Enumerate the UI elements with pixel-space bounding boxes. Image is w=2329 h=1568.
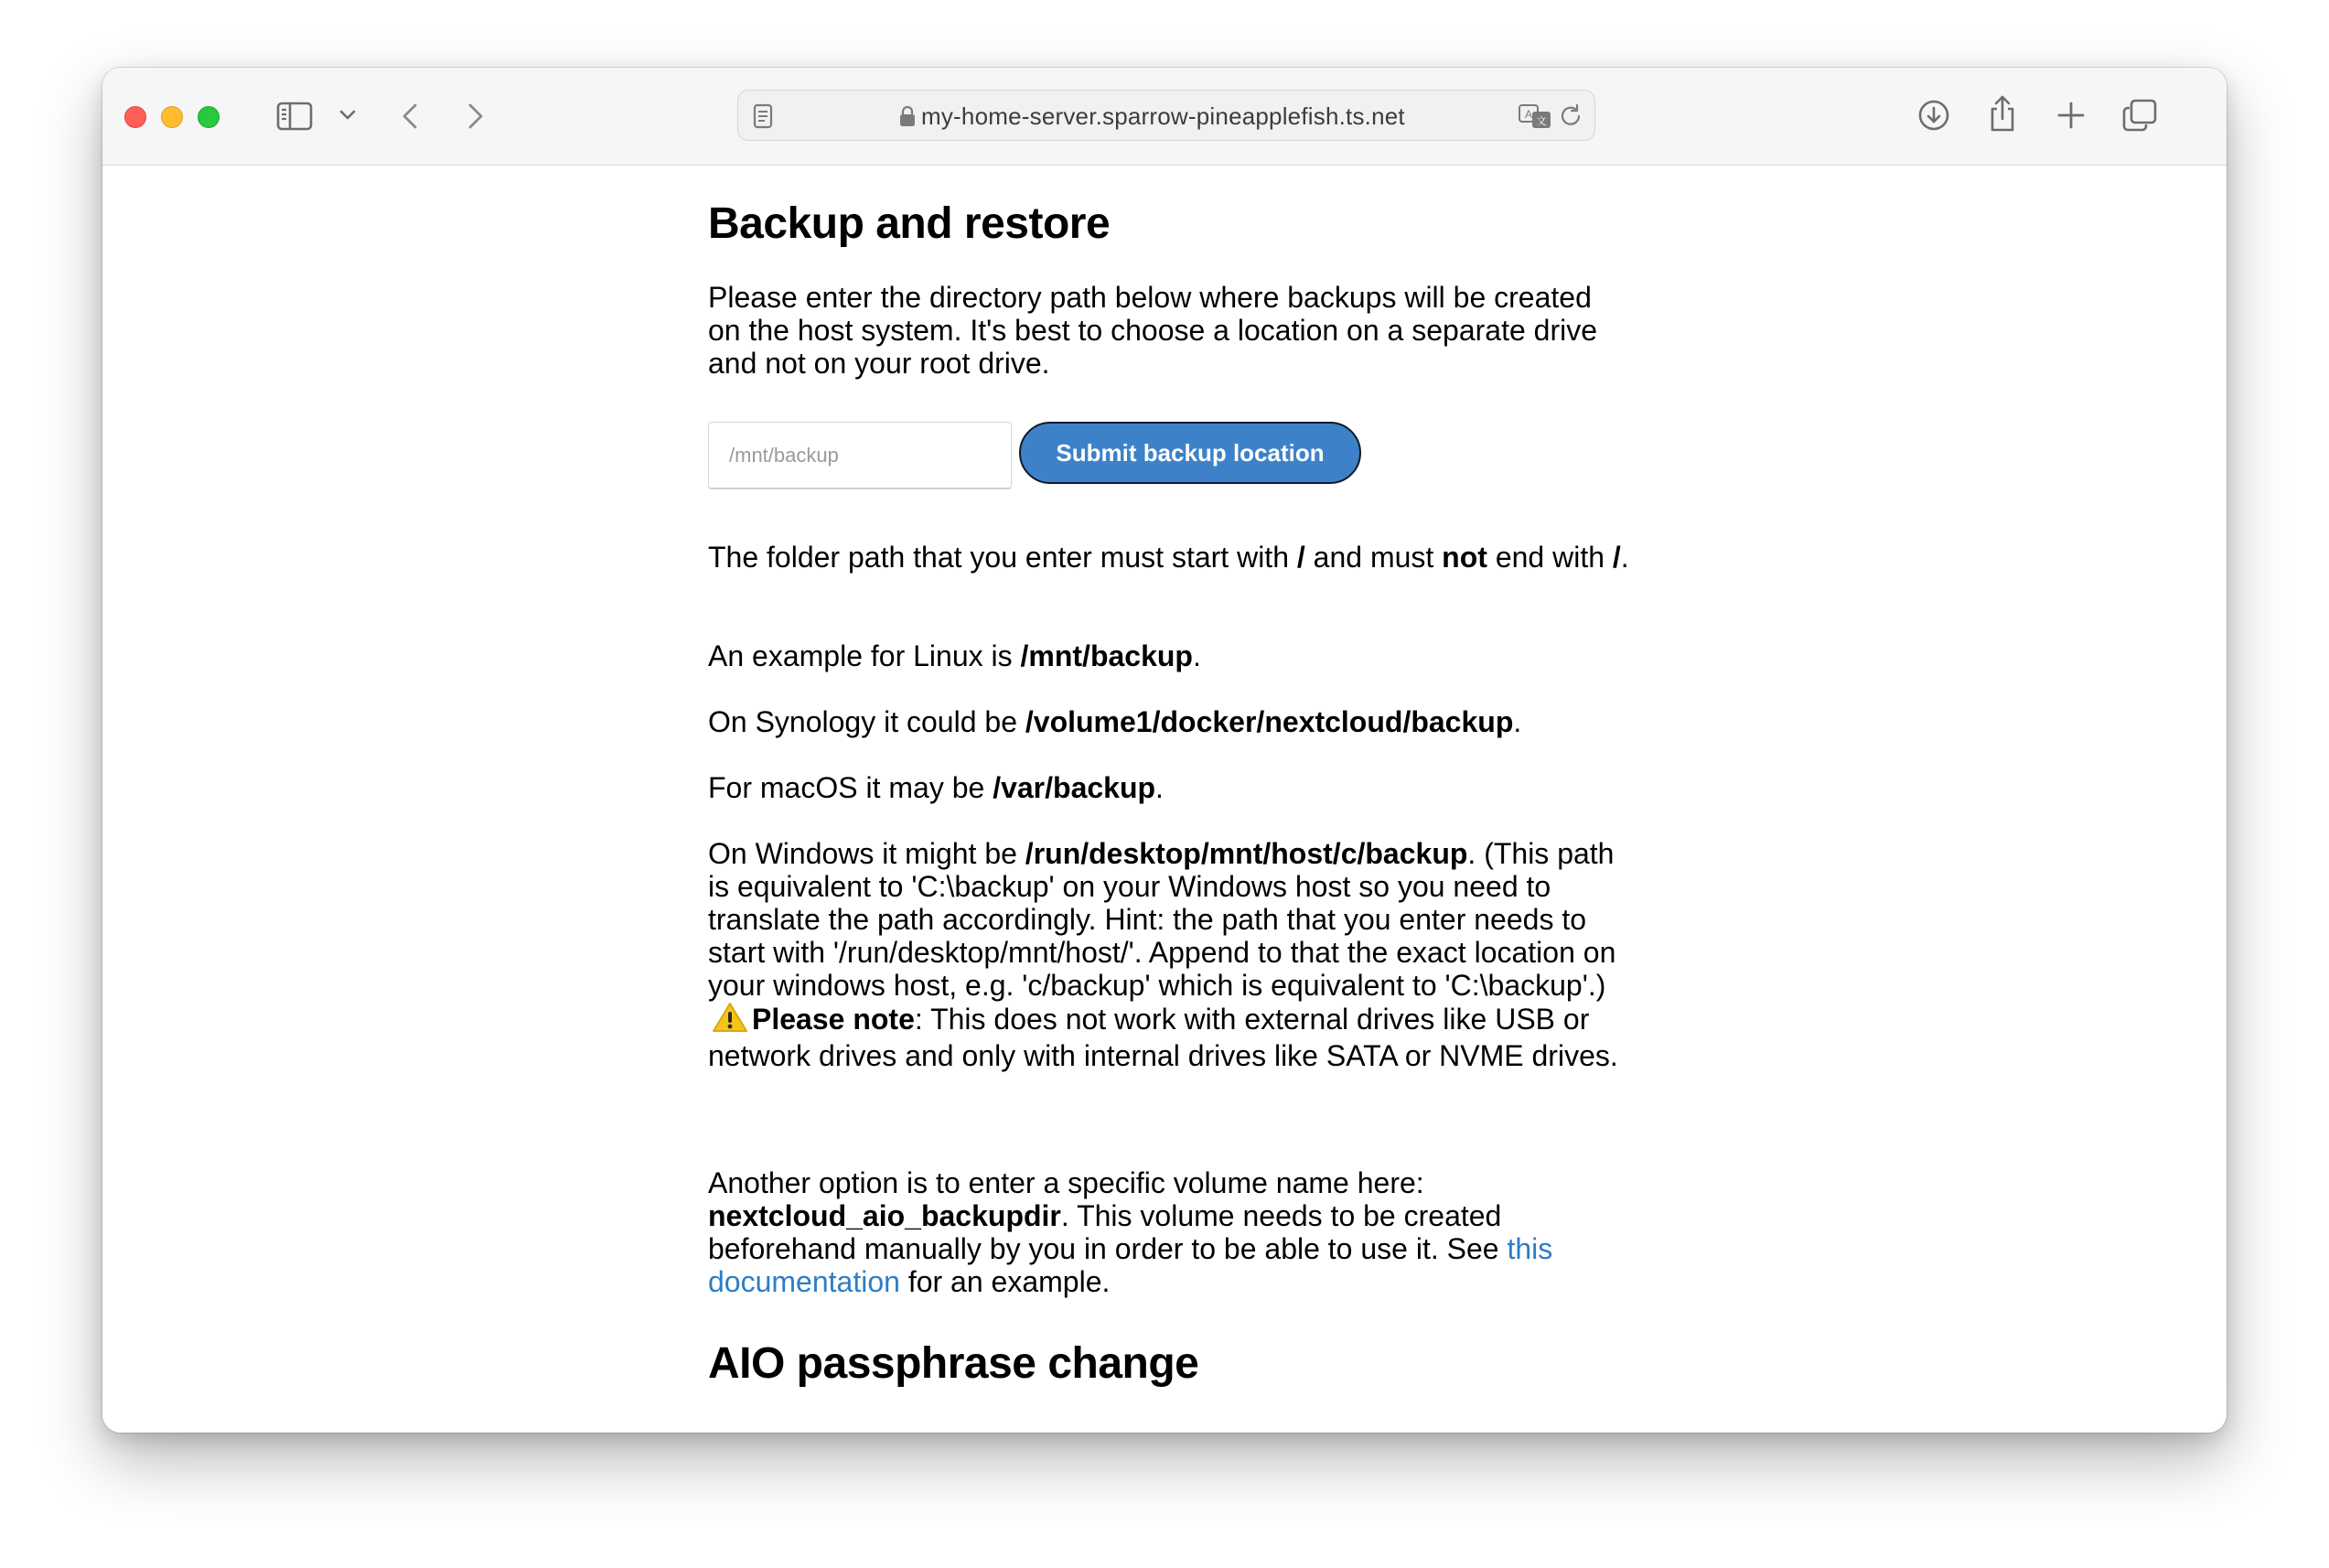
- volume-option-text: Another option is to enter a specific volume name here: nextcloud_aio_backupdir. This volume needs to be created beforehand manually by you in order to be able to use it. See this documentation for an example.: [708, 1166, 1553, 1298]
- address-bar[interactable]: [737, 90, 1595, 141]
- sidebar-icon[interactable]: [276, 101, 313, 132]
- passphrase-heading: AIO passphrase change: [708, 1339, 1199, 1388]
- share-icon[interactable]: [1987, 93, 2018, 134]
- windows-example: On Windows it might be /run/desktop/mnt/host/c/backup. (This path is equivalent to 'C:\backup' on your Windows host so you need to translate the path accordingly. Hint: the path that you enter needs to start with '/run/desktop/mnt/host/'. Append to that the exact location on your windows host, e.g. 'c/backup' which is equivalent to 'C:\backup'.)Please note: This does not work with external drives like USB or network drives and only with internal drives like SATA or NVME drives.: [708, 837, 1618, 1072]
- reader-icon[interactable]: [753, 103, 773, 129]
- tab-overview-icon[interactable]: [2122, 99, 2157, 132]
- macos-example: For macOS it may be /var/backup.: [708, 771, 1164, 804]
- back-icon[interactable]: [399, 101, 421, 132]
- svg-text:文: 文: [1536, 116, 1547, 127]
- lock-icon: [899, 105, 916, 127]
- browser-toolbar: [102, 68, 2227, 166]
- translate-icon[interactable]: [1518, 103, 1552, 129]
- chevron-down-icon[interactable]: [338, 108, 357, 123]
- backup-path-input[interactable]: [708, 422, 1012, 489]
- synology-example: On Synology it could be /volume1/docker/nextcloud/backup.: [708, 705, 1522, 738]
- browser-window: [102, 68, 2227, 1433]
- submit-backup-location-button[interactable]: Submit backup location: [1019, 422, 1361, 484]
- close-window-button[interactable]: [124, 106, 146, 128]
- download-icon[interactable]: [1917, 99, 1950, 132]
- minimize-window-button[interactable]: [161, 106, 183, 128]
- reload-icon[interactable]: [1560, 103, 1583, 129]
- zoom-window-button[interactable]: [198, 106, 220, 128]
- backup-heading: Backup and restore: [708, 199, 1111, 248]
- linux-example: An example for Linux is /mnt/backup.: [708, 639, 1201, 672]
- new-tab-icon[interactable]: [2056, 101, 2086, 130]
- path-rule-text: The folder path that you enter must start with / and must not end with /.: [708, 541, 1629, 574]
- url-text: my-home-server.sparrow-pineapplefish.ts.net: [921, 102, 1405, 130]
- svg-text:A: A: [1524, 108, 1533, 121]
- intro-text: Please enter the directory path below where backups will be created on the host system. It's best to choose a location on a separate drive and not on your root drive.: [708, 281, 1597, 380]
- page-content: [102, 166, 2227, 1433]
- warning-icon: [712, 1002, 748, 1039]
- documentation-link[interactable]: this documentation: [708, 1232, 1553, 1298]
- forward-icon[interactable]: [465, 101, 487, 132]
